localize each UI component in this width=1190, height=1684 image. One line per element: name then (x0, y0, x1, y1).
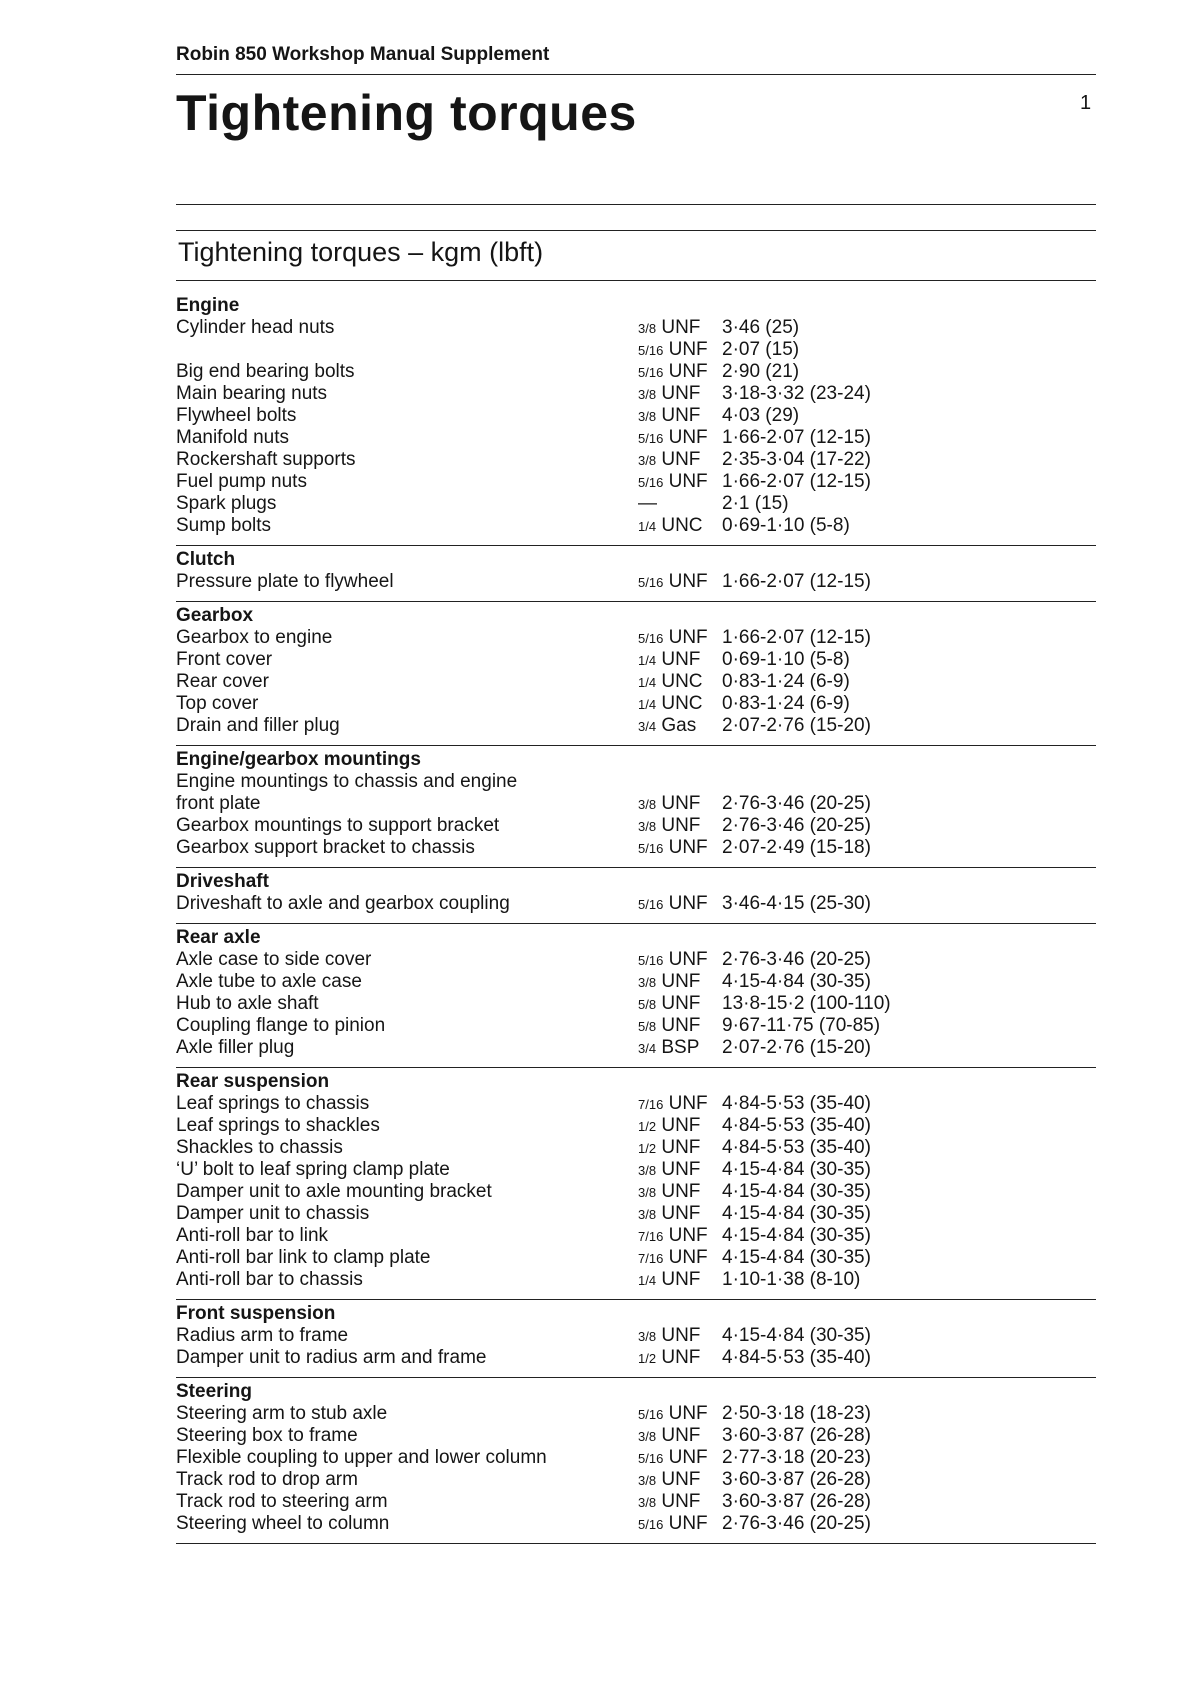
thread-type: UNF (661, 815, 701, 836)
table-row (176, 971, 1096, 993)
thread-fraction: 5/16 (638, 631, 664, 646)
table-row (176, 715, 1096, 737)
thread-spec (638, 1137, 722, 1159)
thread-type: UNC (661, 671, 703, 692)
thread-fraction: 7/16 (638, 1097, 664, 1112)
component-description: Track rod to drop arm (176, 1469, 358, 1490)
thread-fraction: 3/8 (638, 1473, 657, 1488)
torque-value: 4·84-5·53 (35-40) (722, 1115, 871, 1136)
torque-value: 3·46-4·15 (25-30) (722, 893, 871, 914)
torque-value: 1·66-2·07 (12-15) (722, 627, 871, 648)
thread-type: UNF (661, 317, 701, 338)
thread-spec (638, 1225, 722, 1247)
thread-type: UNF (661, 1203, 701, 1224)
thread-fraction: 3/8 (638, 1495, 657, 1510)
component-description: Anti-roll bar link to clamp plate (176, 1247, 431, 1268)
thread-fraction: 5/16 (638, 475, 664, 490)
thread-fraction: 1/4 (638, 1273, 657, 1288)
thread-fraction: 5/16 (638, 343, 664, 358)
thread-spec (638, 1403, 722, 1425)
table-section (176, 1378, 1096, 1544)
thread-spec (638, 1247, 722, 1269)
thread-type: UNF (668, 1403, 708, 1424)
table-row (176, 1403, 1096, 1425)
component-description: Sump bolts (176, 515, 272, 536)
table-row (176, 1037, 1096, 1059)
table-section (176, 1300, 1096, 1378)
table-row (176, 339, 1096, 361)
torque-value: 2·77-3·18 (20-23) (722, 1447, 871, 1468)
thread-spec (638, 1015, 722, 1037)
thread-fraction: 3/8 (638, 453, 657, 468)
table-row (176, 815, 1096, 837)
component-description: Leaf springs to shackles (176, 1115, 380, 1136)
torque-table (176, 292, 1096, 1544)
torque-value: 4·03 (29) (722, 405, 800, 426)
component-description: Driveshaft to axle and gearbox coupling (176, 893, 510, 914)
thread-spec (638, 949, 722, 971)
thread-fraction: 3/8 (638, 797, 657, 812)
torque-value: 3·60-3·87 (26-28) (722, 1469, 871, 1490)
thread-spec (638, 1347, 722, 1369)
thread-type: UNF (661, 449, 701, 470)
component-description: Gearbox to engine (176, 627, 333, 648)
thread-fraction: 3/8 (638, 1163, 657, 1178)
component-description: Drain and filler plug (176, 715, 340, 736)
component-description: Flywheel bolts (176, 405, 297, 426)
thread-type: — (638, 493, 657, 514)
thread-fraction: 1/4 (638, 519, 657, 534)
thread-spec (638, 493, 722, 515)
section-heading: Gearbox (176, 605, 254, 626)
thread-type: UNF (661, 1469, 701, 1490)
table-row (176, 1159, 1096, 1181)
caption-top-rule (176, 230, 1096, 231)
table-row (176, 1325, 1096, 1347)
thread-type: UNC (661, 693, 703, 714)
table-row (176, 837, 1096, 859)
component-description: Rear cover (176, 671, 269, 692)
section-heading: Clutch (176, 549, 236, 570)
thread-spec (638, 383, 722, 405)
thread-type: UNF (661, 1137, 701, 1158)
thread-fraction: 1/4 (638, 697, 657, 712)
table-row (176, 1203, 1096, 1225)
thread-type: UNF (661, 793, 701, 814)
component-description: Damper unit to axle mounting bracket (176, 1181, 492, 1202)
thread-type: Gas (661, 715, 697, 736)
table-row (176, 1247, 1096, 1269)
table-row (176, 793, 1096, 815)
component-description: Rockershaft supports (176, 449, 356, 470)
thread-spec (638, 515, 722, 537)
manual-title: Robin 850 Workshop Manual Supplement (176, 44, 550, 65)
torque-value: 3·60-3·87 (26-28) (722, 1491, 871, 1512)
section-heading: Engine (176, 295, 240, 316)
table-row (176, 993, 1096, 1015)
table-row (176, 1269, 1096, 1291)
table-caption: Tightening torques – kgm (lbft) (178, 237, 544, 267)
thread-type: UNF (661, 405, 701, 426)
thread-type: UNF (661, 1347, 701, 1368)
table-row (176, 1491, 1096, 1513)
thread-fraction: 5/16 (638, 431, 664, 446)
thread-type: UNF (661, 1325, 701, 1346)
page-number: 1 (1080, 92, 1092, 114)
component-description: Shackles to chassis (176, 1137, 343, 1158)
header-rule (176, 74, 1096, 75)
thread-spec (638, 693, 722, 715)
torque-value: 2·76-3·46 (20-25) (722, 1513, 871, 1534)
caption-bottom-rule (176, 280, 1096, 281)
table-row (176, 493, 1096, 515)
thread-fraction: 5/16 (638, 1407, 664, 1422)
thread-fraction: 5/16 (638, 1517, 664, 1532)
table-row (176, 1181, 1096, 1203)
torque-value: 4·15-4·84 (30-35) (722, 1181, 871, 1202)
thread-spec (638, 339, 722, 361)
torque-value: 13·8-15·2 (100-110) (722, 993, 891, 1014)
thread-fraction: 3/4 (638, 1041, 657, 1056)
thread-type: UNC (661, 515, 703, 536)
thread-type: UNF (668, 1093, 708, 1114)
table-row (176, 671, 1096, 693)
table-row (176, 1447, 1096, 1469)
table-section (176, 1068, 1096, 1300)
table-row (176, 693, 1096, 715)
component-description: Anti-roll bar to link (176, 1225, 329, 1246)
thread-spec (638, 471, 722, 493)
thread-type: UNF (661, 993, 701, 1014)
component-description: Radius arm to frame (176, 1325, 349, 1346)
torque-value: 0·83-1·24 (6-9) (722, 693, 850, 714)
thread-spec (638, 993, 722, 1015)
thread-type: UNF (661, 1181, 701, 1202)
component-description: Pressure plate to flywheel (176, 571, 394, 592)
thread-fraction: 5/16 (638, 575, 664, 590)
thread-fraction: 5/16 (638, 365, 664, 380)
component-description: Axle filler plug (176, 1037, 295, 1058)
torque-value: 1·66-2·07 (12-15) (722, 427, 871, 448)
component-description: Leaf springs to chassis (176, 1093, 370, 1114)
thread-spec (638, 1037, 722, 1059)
table-row (176, 571, 1096, 593)
thread-type: UNF (661, 649, 701, 670)
torque-value: 2·50-3·18 (18-23) (722, 1403, 871, 1424)
thread-spec (638, 837, 722, 859)
thread-fraction: 5/16 (638, 841, 664, 856)
thread-type: UNF (661, 971, 701, 992)
table-row (176, 1115, 1096, 1137)
thread-type: UNF (668, 1247, 708, 1268)
thread-type: BSP (661, 1037, 700, 1058)
component-description: Flexible coupling to upper and lower column (176, 1447, 547, 1468)
component-description: Manifold nuts (176, 427, 290, 448)
table-row (176, 1225, 1096, 1247)
thread-fraction: 1/4 (638, 675, 657, 690)
torque-value: 4·15-4·84 (30-35) (722, 1159, 871, 1180)
table-section (176, 868, 1096, 924)
thread-type: UNF (668, 949, 708, 970)
thread-fraction: 3/8 (638, 321, 657, 336)
thread-spec (638, 715, 722, 737)
thread-fraction: 3/8 (638, 387, 657, 402)
thread-spec (638, 361, 722, 383)
table-section (176, 746, 1096, 868)
component-description: Fuel pump nuts (176, 471, 307, 492)
thread-fraction: 1/2 (638, 1351, 657, 1366)
title-rule (176, 204, 1096, 205)
table-row (176, 1015, 1096, 1037)
table-section (176, 602, 1096, 746)
torque-value: 1·10-1·38 (8-10) (722, 1269, 861, 1290)
thread-type: UNF (661, 383, 701, 404)
section-heading: Rear suspension (176, 1071, 330, 1092)
thread-fraction: 1/2 (638, 1141, 657, 1156)
table-row (176, 1347, 1096, 1369)
torque-value: 0·83-1·24 (6-9) (722, 671, 850, 692)
table-row (176, 361, 1096, 383)
torque-value: 0·69-1·10 (5-8) (722, 649, 850, 670)
table-section (176, 292, 1096, 546)
table-section (176, 924, 1096, 1068)
torque-value: 4·15-4·84 (30-35) (722, 1247, 871, 1268)
thread-spec (638, 1115, 722, 1137)
torque-value: 2·07-2·76 (15-20) (722, 715, 871, 736)
thread-type: UNF (668, 1225, 708, 1246)
table-row (176, 1425, 1096, 1447)
thread-type: UNF (668, 1513, 708, 1534)
thread-spec (638, 1159, 722, 1181)
component-description: Steering arm to stub axle (176, 1403, 388, 1424)
thread-spec (638, 893, 722, 915)
section-heading: Rear axle (176, 927, 261, 948)
component-description: Damper unit to chassis (176, 1203, 370, 1224)
torque-value: 3·60-3·87 (26-28) (722, 1425, 871, 1446)
thread-spec (638, 1469, 722, 1491)
table-row (176, 627, 1096, 649)
torque-value: 4·84-5·53 (35-40) (722, 1347, 871, 1368)
thread-fraction: 1/4 (638, 653, 657, 668)
torque-value: 0·69-1·10 (5-8) (722, 515, 850, 536)
thread-type: UNF (661, 1159, 701, 1180)
thread-fraction: 3/8 (638, 409, 657, 424)
component-description: Big end bearing bolts (176, 361, 355, 382)
thread-spec (638, 1181, 722, 1203)
page-title: Tightening torques (176, 85, 637, 141)
thread-fraction: 3/8 (638, 1185, 657, 1200)
torque-value: 4·15-4·84 (30-35) (722, 1325, 871, 1346)
table-row (176, 317, 1096, 339)
thread-type: UNF (668, 571, 708, 592)
torque-value: 1·66-2·07 (12-15) (722, 471, 871, 492)
component-description: Coupling flange to pinion (176, 1015, 386, 1036)
torque-value (722, 771, 1096, 793)
table-row (176, 405, 1096, 427)
component-description: Cylinder head nuts (176, 317, 335, 338)
thread-fraction: 5/16 (638, 953, 664, 968)
table-section (176, 546, 1096, 602)
thread-fraction: 7/16 (638, 1229, 664, 1244)
section-heading: Engine/gearbox mountings (176, 749, 421, 770)
table-row (176, 1137, 1096, 1159)
thread-spec (638, 1447, 722, 1469)
thread-fraction: 3/8 (638, 1329, 657, 1344)
thread-type: UNF (661, 1269, 701, 1290)
torque-value: 4·15-4·84 (30-35) (722, 1203, 871, 1224)
thread-fraction: 1/2 (638, 1119, 657, 1134)
component-description: Steering box to frame (176, 1425, 358, 1446)
thread-spec (638, 627, 722, 649)
thread-type: UNF (668, 1447, 708, 1468)
table-row (176, 1093, 1096, 1115)
table-row (176, 515, 1096, 537)
component-description: Damper unit to radius arm and frame (176, 1347, 487, 1368)
table-row (176, 1469, 1096, 1491)
torque-value: 3·18-3·32 (23-24) (722, 383, 871, 404)
thread-spec (638, 1203, 722, 1225)
component-description: Top cover (176, 693, 259, 714)
table-row (176, 383, 1096, 405)
thread-spec (638, 1491, 722, 1513)
component-description: front plate (176, 793, 261, 814)
thread-spec (638, 1093, 722, 1115)
component-description: Hub to axle shaft (176, 993, 319, 1014)
thread-spec (638, 405, 722, 427)
thread-spec (638, 671, 722, 693)
component-description: ‘U’ bolt to leaf spring clamp plate (176, 1159, 450, 1180)
component-description: Spark plugs (176, 493, 277, 514)
thread-fraction: 5/16 (638, 897, 664, 912)
thread-spec (638, 971, 722, 993)
component-description: Track rod to steering arm (176, 1491, 388, 1512)
torque-value: 1·66-2·07 (12-15) (722, 571, 871, 592)
torque-value: 2·76-3·46 (20-25) (722, 949, 871, 970)
thread-type: UNF (668, 427, 708, 448)
torque-value: 2·35-3·04 (17-22) (722, 449, 871, 470)
thread-spec (638, 1269, 722, 1291)
thread-fraction: 5/8 (638, 1019, 657, 1034)
torque-value: 2·07-2·49 (15-18) (722, 837, 871, 858)
thread-fraction: 5/8 (638, 997, 657, 1012)
thread-spec (638, 649, 722, 671)
component-description: Axle tube to axle case (176, 971, 362, 992)
torque-value: 2·90 (21) (722, 361, 800, 382)
table-row (176, 471, 1096, 493)
thread-type: UNF (668, 893, 708, 914)
torque-value: 4·84-5·53 (35-40) (722, 1093, 871, 1114)
torque-value: 9·67-11·75 (70-85) (722, 1015, 881, 1036)
table-row (176, 449, 1096, 471)
thread-spec (638, 1325, 722, 1347)
thread-fraction: 3/8 (638, 975, 657, 990)
torque-value: 2·76-3·46 (20-25) (722, 793, 871, 814)
table-row (176, 893, 1096, 915)
component-description: Front cover (176, 649, 273, 670)
thread-spec (638, 771, 722, 793)
section-heading: Steering (176, 1381, 253, 1402)
table-row (176, 771, 1096, 793)
thread-spec (638, 449, 722, 471)
thread-type: UNF (668, 339, 708, 360)
thread-fraction: 3/4 (638, 719, 657, 734)
thread-spec (638, 1425, 722, 1447)
thread-type: UNF (668, 361, 708, 382)
component-description: Engine mountings to chassis and engine (176, 771, 518, 792)
thread-spec (638, 815, 722, 837)
torque-value: 4·15-4·84 (30-35) (722, 1225, 871, 1246)
thread-type: UNF (668, 837, 708, 858)
torque-value: 2·76-3·46 (20-25) (722, 815, 871, 836)
thread-type: UNF (661, 1491, 701, 1512)
thread-type: UNF (668, 627, 708, 648)
thread-spec (638, 427, 722, 449)
thread-type: UNF (661, 1015, 701, 1036)
torque-value: 4·84-5·53 (35-40) (722, 1137, 871, 1158)
section-heading: Driveshaft (176, 871, 269, 892)
component-description: Axle case to side cover (176, 949, 372, 970)
thread-spec (638, 317, 722, 339)
thread-type: UNF (668, 471, 708, 492)
thread-fraction: 7/16 (638, 1251, 664, 1266)
section-heading: Front suspension (176, 1303, 336, 1324)
component-description (176, 339, 638, 361)
thread-fraction: 5/16 (638, 1451, 664, 1466)
component-description: Steering wheel to column (176, 1513, 390, 1534)
thread-fraction: 3/8 (638, 819, 657, 834)
torque-value: 2·07 (15) (722, 339, 800, 360)
thread-type: UNF (661, 1425, 701, 1446)
component-description: Gearbox mountings to support bracket (176, 815, 500, 836)
torque-value: 2·1 (15) (722, 493, 789, 514)
torque-value: 3·46 (25) (722, 317, 800, 338)
component-description: Anti-roll bar to chassis (176, 1269, 363, 1290)
thread-spec (638, 1513, 722, 1535)
component-description: Main bearing nuts (176, 383, 328, 404)
torque-value: 2·07-2·76 (15-20) (722, 1037, 871, 1058)
component-description: Gearbox support bracket to chassis (176, 837, 475, 858)
thread-spec (638, 571, 722, 593)
table-row (176, 649, 1096, 671)
table-row (176, 1513, 1096, 1535)
thread-fraction: 3/8 (638, 1207, 657, 1222)
torque-value: 4·15-4·84 (30-35) (722, 971, 871, 992)
thread-fraction: 3/8 (638, 1429, 657, 1444)
thread-spec (638, 793, 722, 815)
table-row (176, 427, 1096, 449)
table-row (176, 949, 1096, 971)
thread-type: UNF (661, 1115, 701, 1136)
